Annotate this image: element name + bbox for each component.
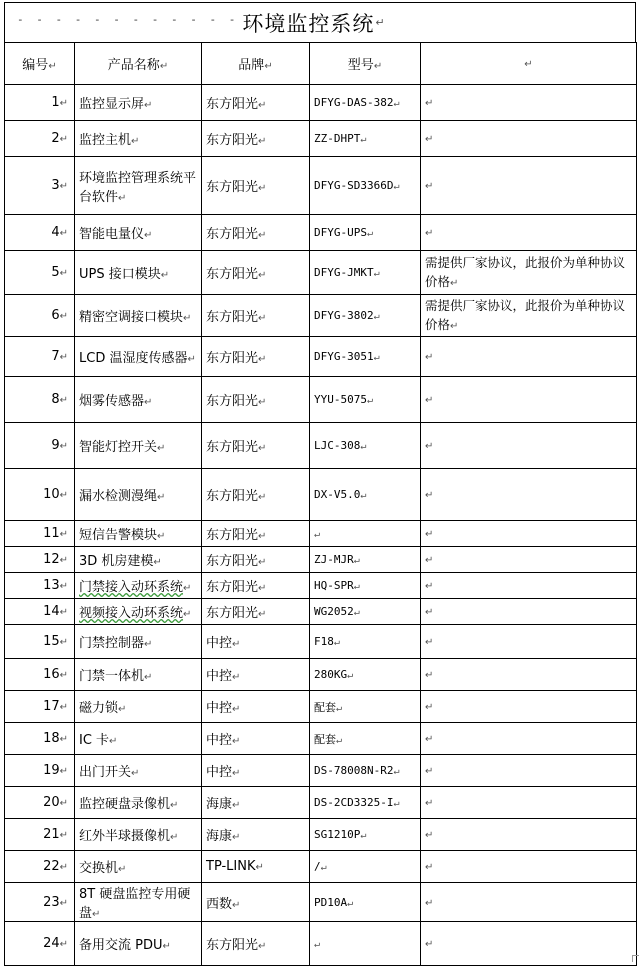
paragraph-mark-icon: ↵ [258, 313, 267, 324]
cell-model: 配套↵ [310, 723, 421, 755]
cell-name: 门禁控制器↵ [75, 625, 202, 659]
header-name: 产品名称↵ [75, 43, 202, 85]
paragraph-mark-icon: ↵ [347, 897, 354, 909]
cell-note [421, 922, 637, 966]
cell-name: 漏水检测漫绳↵ [75, 469, 202, 521]
paragraph-mark-icon: ↵ [59, 670, 68, 681]
paragraph-mark-icon: ↵ [366, 395, 374, 406]
cell-brand: 东方阳光↵ [202, 251, 310, 295]
paragraph-mark-icon: ↵ [258, 136, 267, 147]
paragraph-mark-icon: ↵ [425, 581, 434, 592]
paragraph-mark-icon: ↵ [425, 766, 434, 777]
paragraph-mark-icon: ↵ [425, 228, 434, 239]
cell-brand: 中控↵ [202, 625, 310, 659]
paragraph-mark-icon: ↵ [360, 490, 367, 501]
table-row [5, 883, 637, 922]
paragraph-mark-icon: ↵ [425, 798, 434, 809]
paragraph-mark-icon: ↵ [170, 832, 179, 843]
paragraph-mark-icon: ↵ [333, 637, 340, 648]
paragraph-mark-icon: ↵ [425, 830, 434, 841]
header-no: 编号↵ [5, 43, 75, 85]
paragraph-mark-icon: ↵ [360, 830, 367, 841]
paragraph-mark-icon: ↵ [183, 583, 192, 594]
cell-name: 监控硬盘录像机↵ [75, 787, 202, 819]
paragraph-mark-icon: ↵ [425, 702, 434, 713]
table-row [5, 755, 637, 787]
table-row [5, 469, 637, 521]
paragraph-mark-icon: ↵ [366, 228, 374, 239]
paragraph-mark-icon: ↵ [425, 897, 434, 909]
table-row [5, 157, 637, 215]
table-row [5, 573, 637, 599]
paragraph-mark-icon: ↵ [393, 798, 400, 809]
paragraph-mark-icon: ↵ [92, 909, 101, 920]
paragraph-mark-icon: ↵ [353, 555, 360, 566]
paragraph-mark-icon: ↵ [157, 443, 166, 454]
paragraph-mark-icon: ↵ [59, 862, 68, 873]
paragraph-mark-icon: ↵ [59, 490, 68, 501]
table-row [5, 851, 637, 883]
cell-note [421, 851, 637, 883]
paragraph-mark-icon: ↵ [373, 268, 380, 279]
cell-name: 红外半球摄像机↵ [75, 819, 202, 851]
table-row [5, 521, 637, 547]
table-row [5, 599, 637, 625]
paragraph-mark-icon: ↵ [144, 100, 153, 111]
cell-brand: 东方阳光↵ [202, 337, 310, 377]
paragraph-mark-icon: ↵ [347, 670, 354, 681]
paragraph-mark-icon: ↵ [258, 609, 267, 620]
cell-no: 9↵ [5, 423, 75, 469]
paragraph-mark-icon: ↵ [59, 637, 68, 648]
paragraph-mark-icon: ↵ [425, 441, 434, 452]
header-model: 型号↵ [310, 43, 421, 85]
cell-brand: 东方阳光↵ [202, 295, 310, 337]
paragraph-mark-icon: ↵ [59, 766, 68, 777]
cell-brand: 东方阳光↵ [202, 423, 310, 469]
paragraph-mark-icon: ↵ [425, 862, 434, 873]
cell-no: 7↵ [5, 337, 75, 377]
paragraph-mark-icon: ↵ [59, 607, 68, 618]
paragraph-mark-icon: ↵ [314, 939, 321, 950]
paragraph-mark-icon: ↵ [320, 862, 327, 873]
cell-note [421, 215, 637, 251]
table-row [5, 691, 637, 723]
paragraph-mark-icon: ↵ [232, 639, 241, 650]
cell-no: 18↵ [5, 723, 75, 755]
paragraph-mark-icon: ↵ [425, 734, 434, 745]
table-row [5, 121, 637, 157]
paragraph-mark-icon: ↵ [360, 441, 367, 452]
paragraph-mark-icon: ↵ [144, 672, 153, 683]
paragraph-mark-icon: ↵ [59, 181, 68, 192]
cell-note [421, 599, 637, 625]
paragraph-mark-icon: ↵ [59, 830, 68, 841]
table-row [5, 295, 637, 337]
cell-note [421, 723, 637, 755]
cell-brand: TP-LINK↵ [202, 851, 310, 883]
header-note: ↵ [421, 43, 637, 85]
paragraph-mark-icon: ↵ [153, 557, 162, 568]
paragraph-mark-icon: ↵ [450, 277, 459, 289]
cell-name: 门禁接入动环系统↵ [75, 573, 202, 599]
cell-model: DFYG-UPS↵ [310, 215, 421, 251]
cell-note [421, 573, 637, 599]
cell-brand: 西数↵ [202, 883, 310, 922]
cell-brand: 东方阳光↵ [202, 521, 310, 547]
cell-brand: 东方阳光↵ [202, 599, 310, 625]
cell-note [421, 469, 637, 521]
cell-model: 配套↵ [310, 691, 421, 723]
paragraph-mark-icon: ↵ [425, 939, 434, 950]
paragraph-mark-icon: ↵ [393, 766, 400, 777]
cell-model: SG1210P↵ [310, 819, 421, 851]
cell-no: 21↵ [5, 819, 75, 851]
cell-note [421, 755, 637, 787]
paragraph-mark-icon: ↵ [118, 704, 127, 715]
paragraph-mark-icon: ↵ [232, 736, 241, 747]
table-row [5, 723, 637, 755]
paragraph-mark-icon: ↵ [425, 181, 434, 192]
paragraph-mark-icon: ↵ [59, 98, 68, 109]
paragraph-mark-icon: ↵ [258, 183, 267, 194]
paragraph-mark-icon: ↵ [258, 492, 267, 503]
paragraph-mark-icon: ↵ [425, 352, 434, 363]
cell-name: 精密空调接口模块↵ [75, 295, 202, 337]
paragraph-mark-icon: ↵ [425, 607, 434, 618]
paragraph-mark-icon: ↵ [255, 862, 264, 873]
cell-name: 视频接入动环系统↵ [75, 599, 202, 625]
cell-model: YYU-5075↵ [310, 377, 421, 423]
paragraph-mark-icon: ↵ [258, 354, 267, 365]
cell-model: DS-2CD3325-I↵ [310, 787, 421, 819]
cell-model: WG2052↵ [310, 599, 421, 625]
paragraph-mark-icon: ↵ [59, 798, 68, 809]
paragraph-mark-icon: ↵ [425, 490, 434, 501]
paragraph-mark-icon: ↵ [258, 397, 267, 408]
paragraph-mark-icon: ↵ [160, 270, 170, 281]
paragraph-mark-icon: ↵ [59, 228, 68, 239]
cell-model: LJC-308↵ [310, 423, 421, 469]
table-row [5, 787, 637, 819]
paragraph-mark-icon: ↵ [170, 800, 179, 811]
paragraph-mark-icon: ↵ [375, 16, 385, 29]
cell-brand: 东方阳光↵ [202, 121, 310, 157]
cell-name: 3D 机房建模↵ [75, 547, 202, 573]
paragraph-mark-icon: ↵ [232, 800, 241, 811]
paragraph-mark-icon: ↵ [425, 98, 434, 109]
cell-note [421, 883, 637, 922]
paragraph-mark-icon: ↵ [131, 136, 140, 147]
paragraph-mark-icon: ↵ [183, 609, 192, 620]
cell-no: 2↵ [5, 121, 75, 157]
title-leader-dots: - - - - - - - - - - - - [17, 13, 239, 26]
paragraph-mark-icon: ↵ [59, 897, 68, 909]
cell-model: DFYG-3802↵ [310, 295, 421, 337]
cell-no: 4↵ [5, 215, 75, 251]
paragraph-mark-icon: ↵ [258, 583, 267, 594]
paragraph-mark-icon: ↵ [157, 492, 166, 503]
paragraph-mark-icon: ↵ [59, 352, 68, 363]
cell-model: DFYG-JMKT↵ [310, 251, 421, 295]
cell-note: 需提供厂家协议，此报价为单种协议价格↵ [421, 295, 637, 337]
cell-no: 6↵ [5, 295, 75, 337]
table-row [5, 625, 637, 659]
cell-no: 5↵ [5, 251, 75, 295]
cell-note [421, 547, 637, 573]
cell-name: LCD 温湿度传感器↵ [75, 337, 202, 377]
paragraph-mark-icon: ↵ [353, 581, 360, 592]
table-row [5, 85, 637, 121]
paragraph-mark-icon: ↵ [183, 313, 192, 324]
cell-note [421, 337, 637, 377]
cell-no: 10↵ [5, 469, 75, 521]
cell-brand: 中控↵ [202, 659, 310, 691]
paragraph-mark-icon: ↵ [59, 555, 68, 566]
cell-brand: 中控↵ [202, 723, 310, 755]
paragraph-mark-icon: ↵ [425, 555, 434, 566]
cell-name: 智能灯控开关↵ [75, 423, 202, 469]
cell-no: 8↵ [5, 377, 75, 423]
cell-brand: 东方阳光↵ [202, 547, 310, 573]
paragraph-mark-icon: ↵ [59, 529, 68, 540]
paragraph-mark-icon: ↵ [118, 864, 127, 875]
paragraph-mark-icon: ↵ [187, 354, 196, 365]
paragraph-mark-icon: ↵ [232, 899, 241, 911]
cell-name: 门禁一体机↵ [75, 659, 202, 691]
cell-name: 磁力锁↵ [75, 691, 202, 723]
paragraph-mark-icon: ↵ [373, 352, 380, 363]
cell-model: PD10A↵ [310, 883, 421, 922]
page-title: 环境监控系统 [242, 11, 375, 36]
cell-note [421, 819, 637, 851]
paragraph-mark-icon: ↵ [450, 320, 459, 332]
cell-no: 1↵ [5, 85, 75, 121]
paragraph-mark-icon: ↵ [336, 702, 343, 714]
cell-note [421, 659, 637, 691]
paragraph-mark-icon: ↵ [258, 557, 267, 568]
paragraph-mark-icon: ↵ [393, 98, 400, 109]
paragraph-mark-icon: ↵ [59, 134, 68, 145]
table-row [5, 819, 637, 851]
cell-name: 出门开关↵ [75, 755, 202, 787]
cell-name: 监控主机↵ [75, 121, 202, 157]
table-row [5, 377, 637, 423]
cell-no: 19↵ [5, 755, 75, 787]
cell-name: 智能电量仪↵ [75, 215, 202, 251]
cell-model: DFYG-DAS-382↵ [310, 85, 421, 121]
cell-brand: 海康↵ [202, 819, 310, 851]
cell-name: 8T 硬盘监控专用硬盘↵ [75, 883, 202, 922]
cell-brand: 东方阳光↵ [202, 377, 310, 423]
cell-model: DFYG-3051↵ [310, 337, 421, 377]
paragraph-mark-icon: ↵ [393, 181, 400, 192]
cell-model: DS-78008N-R2↵ [310, 755, 421, 787]
table-row [5, 251, 637, 295]
table-row [5, 922, 637, 966]
cell-brand: 东方阳光↵ [202, 85, 310, 121]
cell-name: 环境监控管理系统平台软件↵ [75, 157, 202, 215]
table-header-row [5, 43, 637, 85]
cell-note [421, 625, 637, 659]
cell-no: 17↵ [5, 691, 75, 723]
paragraph-mark-icon: ↵ [425, 134, 434, 145]
cell-brand: 中控↵ [202, 755, 310, 787]
cell-brand: 东方阳光↵ [202, 573, 310, 599]
paragraph-mark-icon: ↵ [131, 768, 140, 779]
paragraph-mark-icon: ↵ [232, 672, 241, 683]
cell-no: 14↵ [5, 599, 75, 625]
cell-model [310, 521, 421, 547]
cell-note [421, 787, 637, 819]
cell-no: 20↵ [5, 787, 75, 819]
cell-brand: 东方阳光↵ [202, 469, 310, 521]
cell-name: UPS 接口模块↵ [75, 251, 202, 295]
paragraph-mark-icon: ↵ [258, 531, 267, 542]
cell-no: 24↵ [5, 922, 75, 966]
cell-no: 3↵ [5, 157, 75, 215]
paragraph-mark-icon: ↵ [59, 441, 68, 452]
cell-note [421, 121, 637, 157]
cell-no: 23↵ [5, 883, 75, 922]
paragraph-mark-icon: ↵ [144, 230, 153, 241]
cell-brand: 东方阳光↵ [202, 215, 310, 251]
cell-no: 13↵ [5, 573, 75, 599]
cell-model: F18↵ [310, 625, 421, 659]
paragraph-mark-icon: ↵ [157, 531, 166, 542]
paragraph-mark-icon: ↵ [59, 939, 68, 950]
paragraph-mark-icon: ↵ [425, 637, 434, 648]
table-row [5, 659, 637, 691]
paragraph-mark-icon: ↵ [258, 100, 267, 111]
paragraph-mark-icon: ↵ [144, 639, 153, 650]
paragraph-mark-icon: ↵ [425, 670, 434, 681]
paragraph-mark-icon: ↵ [232, 832, 241, 843]
paragraph-mark-icon: ↵ [109, 736, 118, 747]
cell-brand: 东方阳光↵ [202, 922, 310, 966]
cell-name: IC 卡↵ [75, 723, 202, 755]
cell-name: 烟雾传感器↵ [75, 377, 202, 423]
paragraph-mark-icon: ↵ [258, 443, 267, 454]
cell-name: 交换机↵ [75, 851, 202, 883]
cell-model: 280KG↵ [310, 659, 421, 691]
paragraph-mark-icon: ↵ [59, 268, 68, 279]
cell-model: ZJ-MJR↵ [310, 547, 421, 573]
paragraph-mark-icon: ↵ [162, 941, 171, 952]
cell-note [421, 691, 637, 723]
paragraph-mark-icon: ↵ [59, 395, 68, 406]
paragraph-mark-icon: ↵ [258, 230, 267, 241]
table-row [5, 423, 637, 469]
paragraph-mark-icon: ↵ [258, 270, 267, 281]
paragraph-mark-icon: ↵ [59, 311, 68, 322]
paragraph-mark-icon: ↵ [425, 395, 434, 406]
cell-brand: 海康↵ [202, 787, 310, 819]
cell-model: HQ-SPR↵ [310, 573, 421, 599]
cell-model: ZZ-DHPT↵ [310, 121, 421, 157]
paragraph-mark-icon: ↵ [59, 734, 68, 745]
cell-name: 短信告警模块↵ [75, 521, 202, 547]
cell-brand: 中控↵ [202, 691, 310, 723]
paragraph-mark-icon: ↵ [314, 529, 321, 540]
cell-model [310, 922, 421, 966]
paragraph-mark-icon: ↵ [144, 397, 153, 408]
page-corner-mark [632, 955, 639, 962]
paragraph-mark-icon: ↵ [425, 529, 434, 540]
cell-model: DFYG-SD3366D↵ [310, 157, 421, 215]
cell-note [421, 85, 637, 121]
cell-no: 22↵ [5, 851, 75, 883]
paragraph-mark-icon: ↵ [59, 581, 68, 592]
cell-model: /↵ [310, 851, 421, 883]
table-row [5, 337, 637, 377]
table-row [5, 547, 637, 573]
paragraph-mark-icon: ↵ [118, 192, 127, 204]
cell-model: DX-V5.0↵ [310, 469, 421, 521]
paragraph-mark-icon: ↵ [258, 941, 267, 952]
cell-note [421, 423, 637, 469]
paragraph-mark-icon: ↵ [353, 607, 360, 618]
document-title-bar [4, 2, 636, 42]
cell-brand: 东方阳光↵ [202, 157, 310, 215]
equipment-table [4, 42, 637, 966]
cell-note [421, 521, 637, 547]
header-brand: 品牌↵ [202, 43, 310, 85]
cell-note [421, 157, 637, 215]
table-row [5, 215, 637, 251]
cell-no: 15↵ [5, 625, 75, 659]
paragraph-mark-icon: ↵ [59, 702, 68, 713]
cell-no: 11↵ [5, 521, 75, 547]
cell-no: 12↵ [5, 547, 75, 573]
cell-note [421, 377, 637, 423]
paragraph-mark-icon: ↵ [232, 704, 241, 715]
cell-name: 监控显示屏↵ [75, 85, 202, 121]
cell-note: 需提供厂家协议，此报价为单种协议价格↵ [421, 251, 637, 295]
cell-name: 备用交流 PDU↵ [75, 922, 202, 966]
paragraph-mark-icon: ↵ [373, 311, 380, 322]
paragraph-mark-icon: ↵ [336, 734, 343, 746]
paragraph-mark-icon: ↵ [232, 768, 241, 779]
cell-no: 16↵ [5, 659, 75, 691]
paragraph-mark-icon: ↵ [360, 134, 367, 145]
